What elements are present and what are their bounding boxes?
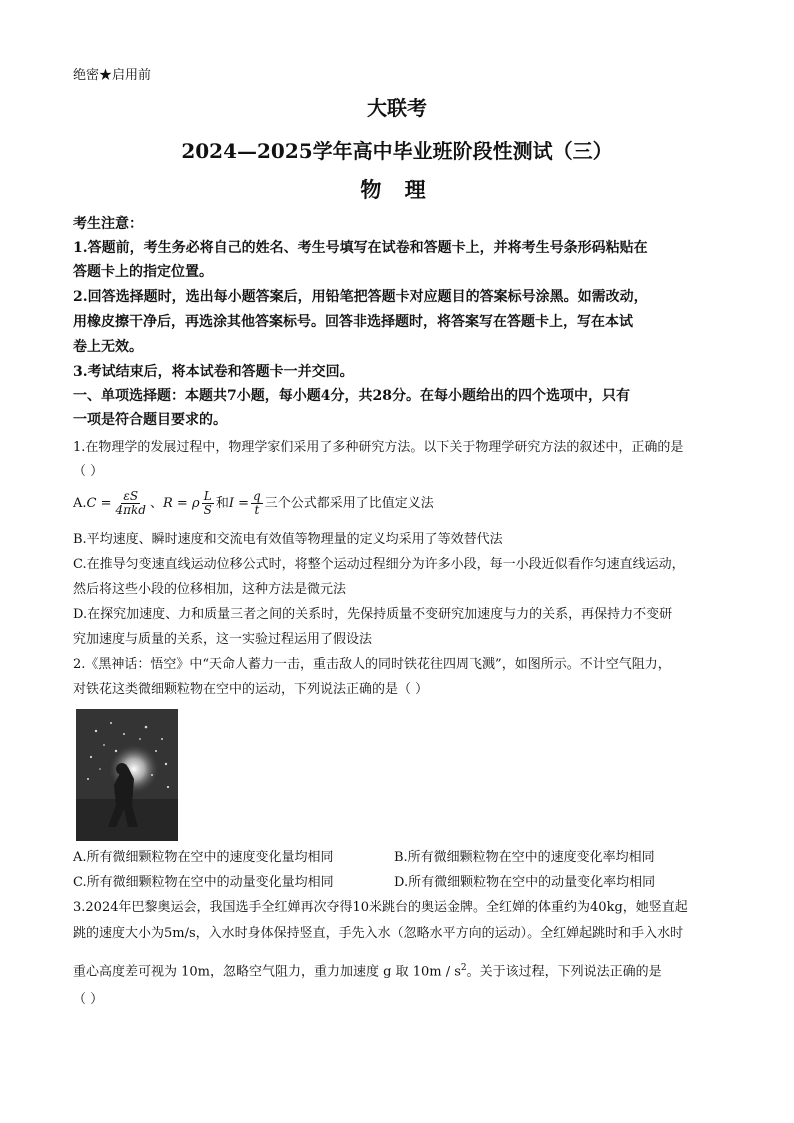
notice-item-1-cont: 答题卡上的指定位置。 [73,264,213,280]
notice-item-2: 2.回答选择题时，选出每小题答案后，用铅笔把答题卡对应题目的答案标号涂黑。如需改动， [73,289,648,305]
q1-option-a-label: A. [73,496,87,511]
exam-org: 大联考 [367,96,427,120]
superscript: 2 [460,963,467,973]
q1-option-c-cont: 然后将这些小段的位移相加，这种方法是微元法 [73,582,347,597]
formula-resistance: R = ρ [163,496,200,511]
fraction-resistance [202,490,214,517]
q1-option-b: B.平均速度、瞬时速度和交流电有效值等物理量的定义均采用了等效替代法 [73,532,503,547]
q2-option-b: B.所有微细颗粒物在空中的速度变化率均相同 [394,850,655,865]
q3-stem: 3.2024年巴黎奥运会，我国选手全红婵再次夺得10米跳台的奥运金牌。全红婵的体重约为40kg，她竖直起 [73,900,688,915]
q3-stem-cont2 [73,956,662,984]
q1-option-a [73,490,434,518]
conjunction: 和 [215,496,229,511]
q1-option-d-cont: 究加速度与质量的关系，这一实验过程运用了假设法 [73,632,373,647]
fraction-numerator: εS [123,489,139,503]
fraction-denominator: t [254,503,260,517]
notice-item-3: 3.考试结束后，将本试卷和答题卡一并交回。 [73,364,354,380]
q3-stem-text: 重心高度差可视为 10m，忽略空气阻力，重力加速度 g 取 10m / s [73,964,461,980]
secret-mark: 绝密★启用前 [73,68,152,83]
section-heading: 一、单项选择题：本题共7小题，每小题4分，共28分。在每小题给出的四个选项中，只有 [73,388,630,404]
fraction-denominator: S [203,503,212,517]
fraction-numerator: q [253,489,261,503]
section-heading-cont: 一项是符合题目要求的。 [73,412,227,428]
q1-option-a-text: 三个公式都采用了比值定义法 [264,496,434,511]
exam-title: 2024—2025学年高中毕业班阶段性测试（三） [181,139,613,163]
formula-current: I = [228,496,250,511]
formula-capacitance: C = [86,496,112,511]
sparks-illustration-icon [76,709,178,841]
q2-stem: 2.《黑神话：悟空》中“天命人蓄力一击，重击敌人的同时铁花往四周飞溅”，如图所示。不计空气阻力， [73,657,671,672]
game-screenshot-image [76,709,178,841]
fraction-capacitance [114,490,148,517]
q3-stem-cont: 跳的速度大小为5m/s，入水时身体保持竖直，手先入水（忽略水平方向的运动）。全红婵起跳时和手入水时 [73,926,684,941]
notice-item-2-cont2: 卷上无效。 [73,339,143,355]
fraction-numerator: L [203,489,212,503]
subject-title: 物 理 [360,177,434,202]
q3-answer-bracket: （ ） [73,992,104,1007]
q1-answer-bracket: （ ） [73,464,104,479]
q1-stem: 1.在物理学的发展过程中，物理学家们采用了多种研究方法。以下关于物理学研究方法的叙述中，正确的是 [73,440,684,455]
notice-item-2-cont: 用橡皮擦干净后，再选涂其他答案标号。回答非选择题时，将答案写在答题卡上，写在本试 [73,314,633,330]
q2-option-c: C.所有微细颗粒物在空中的动量变化量均相同 [73,875,334,890]
q2-option-d: D.所有微细颗粒物在空中的动量变化率均相同 [394,875,656,890]
q1-option-c: C.在推导匀变速直线运动位移公式时，将整个运动过程细分为许多小段，每一小段近似看作匀速直线运动， [73,557,685,572]
fraction-denominator: 4πkd [115,503,146,517]
q1-option-d: D.在探究加速度、力和质量三者之间的关系时，先保持质量不变研究加速度与力的关系，再保持力不变研 [73,607,673,622]
q2-option-a: A.所有微细颗粒物在空中的速度变化量均相同 [73,850,334,865]
fraction-current [251,490,263,517]
q2-stem-cont: 对铁花这类微细颗粒物在空中的运动，下列说法正确的是（ ） [73,682,429,697]
separator: 、 [150,496,164,511]
notice-heading: 考生注意： [73,216,143,232]
q3-stem-text-end: 。关于该过程，下列说法正确的是 [466,964,662,980]
notice-item-1: 1.答题前，考生务必将自己的姓名、考生号填写在试卷和答题卡上，并将考生号条形码粘贴在 [73,240,648,256]
